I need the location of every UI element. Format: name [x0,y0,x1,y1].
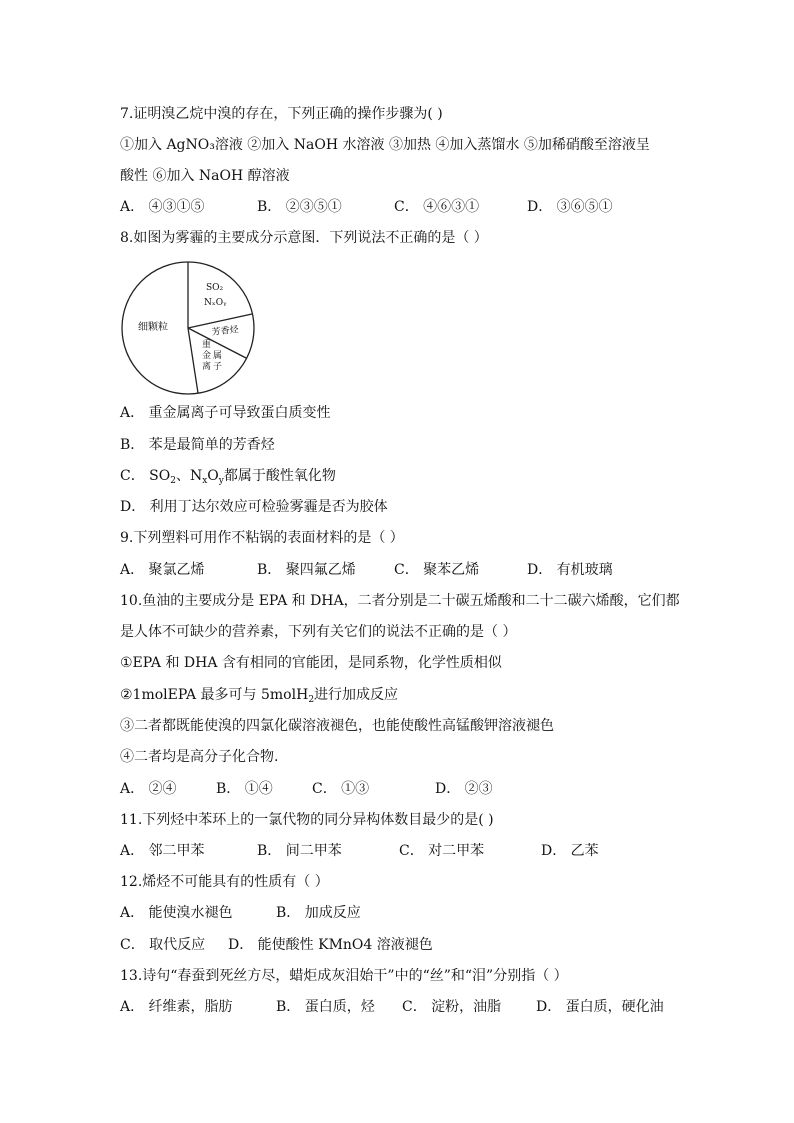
q11-stem: 11.下列烃中苯环上的一氯代物的同分异构体数目最少的是( ) [120,812,494,828]
q7-steps-line1: ①加入 AgNO₃溶液 ②加入 NaOH 水溶液 ③加热 ④加入蒸馏水 ⑤加稀硝酸至溶液呈 [120,137,650,153]
q7-steps-line2: 酸性 ⑥加入 NaOH 醇溶液 [120,168,290,184]
q10-statement-2 [120,686,398,704]
q12-option-b: B． 加成反应 [276,905,361,921]
q11-option-b: B． 间二甲苯 [257,843,342,859]
q13-option-b: B． 蛋白质，烃 [276,999,375,1015]
pie-label-heavy-metal-3: 属 [213,351,223,361]
q8-option-b: B． 苯是最简单的芳香烃 [120,437,275,453]
q12-option-d: D． 能使酸性 KMnO4 溶液褪色 [228,937,433,953]
q13-option-a: A． 纤维素，脂肪 [120,999,233,1015]
q11-option-d: D． 乙苯 [541,843,599,859]
q9-option-a: A． 聚氯乙烯 [120,562,205,578]
q12-stem: 12.烯烃不可能具有的性质有（ ） [120,874,329,890]
q8-option-c-sub2: x [202,476,208,486]
q10-statement-2-sub: 2 [308,695,315,705]
pie-label-fine-particles: 细颗粒 [138,322,168,333]
q12-option-a: A． 能使溴水褪色 [120,905,233,921]
pie-label-aromatic: 芳香烃 [211,325,240,338]
q8-option-d: D． 利用丁达尔效应可检验雾霾是否为胶体 [120,499,388,515]
q10-statement-1: ①EPA 和 DHA 含有相同的官能团，是同系物，化学性质相似 [120,655,502,671]
q9-stem: 9.下列塑料可用作不粘锅的表面材料的是（ ） [120,530,404,546]
q8-option-c-mid1: 、N [175,468,203,484]
q12-option-c: C． 取代反应 [120,937,206,953]
q10-option-d: D． ②③ [435,781,493,797]
pie-label-heavy-metal-5: 子 [213,362,223,372]
q7-options [120,198,613,216]
q10-stem-line1: 10.鱼油的主要成分是 EPA 和 DHA，二者分别是二十碳五烯酸和二十二碳六烯酸，它们都 [120,593,680,609]
q13-option-c: C． 淀粉，油脂 [402,999,502,1015]
q10-statement-4: ④二者均是高分子化合物. [120,749,279,765]
q10-option-a: A． ②④ [120,781,177,797]
q12-options-line1 [120,904,361,922]
q10-statement-2-prefix: ②1molEPA 最多可与 5molH [120,687,309,703]
q8-option-c-sub1: 2 [170,476,176,486]
pie-label-nxoy: NₓOᵧ [204,298,227,308]
q8-option-c-sub3: y [218,476,224,486]
q8-option-c-mid2: O [207,468,219,484]
q7-option-a: A． ④③①⑤ [120,199,205,215]
smog-composition-pie-chart [118,258,258,398]
q10-options [120,780,493,798]
q10-statement-2-suffix: 进行加成反应 [314,687,399,703]
pie-label-heavy-metal-2: 金 [202,351,212,361]
q8-option-c [120,467,336,485]
q7-option-d: D． ③⑥⑤① [527,199,613,215]
q11-option-a: A． 邻二甲苯 [120,843,205,859]
q7-option-c: C． ④⑥③① [394,199,480,215]
pie-label-so2: SO₂ [206,283,224,293]
pie-label-heavy-metal-4: 离 [202,362,212,372]
q7-stem: 7.证明溴乙烷中溴的存在，下列正确的操作步骤为( ) [120,106,443,122]
q8-option-c-prefix: C． SO [120,468,171,484]
pie-label-heavy-metal-1: 重 [202,340,212,350]
q12-options-line2 [120,936,433,954]
q9-option-c: C． 聚苯乙烯 [394,562,480,578]
q10-statement-3: ③二者都既能使溴的四氯化碳溶液褪色，也能使酸性高锰酸钾溶液褪色 [120,718,554,734]
q10-option-c: C． ①③ [312,781,370,797]
q9-option-b: B． 聚四氟乙烯 [257,562,356,578]
q11-options [120,842,599,860]
q13-options [120,998,664,1016]
q8-stem: 8.如图为雾霾的主要成分示意图．下列说法不正确的是（ ） [120,230,488,246]
q11-option-c: C． 对二甲苯 [399,843,485,859]
q8-option-c-suffix: 都属于酸性氧化物 [223,468,336,484]
q7-option-b: B． ②③⑤① [257,199,342,215]
q13-option-d: D． 蛋白质，硬化油 [536,999,664,1015]
q10-stem-line2: 是人体不可缺少的营养素，下列有关它们的说法不正确的是（ ） [120,624,517,640]
q10-option-b: B． ①④ [216,781,273,797]
q9-option-d: D． 有机玻璃 [527,562,613,578]
q9-options [120,561,613,579]
q8-option-a: A． 重金属离子可导致蛋白质变性 [120,405,331,421]
q13-stem: 13.诗句“春蚕到死丝方尽，蜡炬成灰泪始干”中的“丝”和“泪”分别指（ ） [120,968,568,984]
